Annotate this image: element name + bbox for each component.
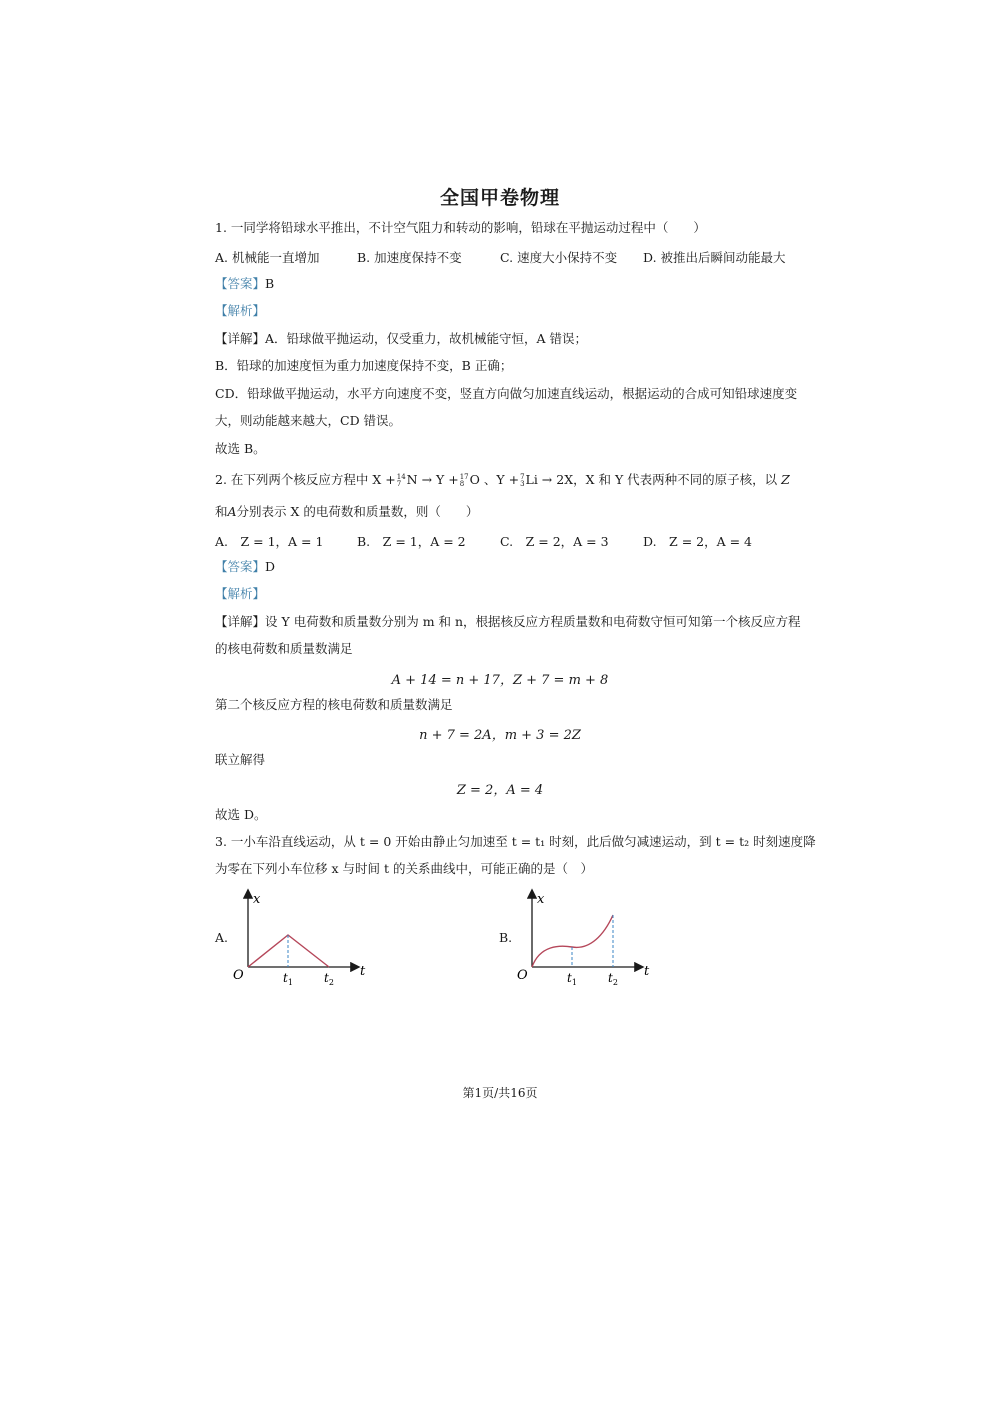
var-a: A: [227, 504, 237, 519]
graph-b-t1-label: [567, 971, 577, 985]
answer-tag: 【答案】: [215, 559, 266, 574]
graph-a-t-label: t: [360, 964, 366, 979]
o17-charge: 8: [459, 479, 465, 488]
graph-b-t2-label: [608, 971, 618, 985]
q3-stem-line-1: 3. 一小车沿直线运动，从 t = 0 开始由静止匀加速至 t = t₁ 时刻，此后做匀减速运动，到 t = t₂ 时刻速度降: [215, 834, 816, 849]
answer-value: B: [265, 276, 275, 291]
q2-stem-end: 分别表示 X 的电荷数和质量数，则（ ）: [236, 504, 479, 519]
detail-tag: 【详解】: [215, 331, 266, 346]
q2-option-d: D. Z = 2，A = 4: [643, 534, 753, 549]
t2-subscript: 2: [328, 978, 334, 985]
graph-a-x-label: x: [253, 892, 261, 907]
graph-b-x-label: x: [537, 892, 545, 907]
o17-mass: 17: [459, 472, 469, 481]
n14-nuclide-numbers: [397, 474, 406, 488]
n14-mass: 14: [396, 472, 406, 481]
q2-option-b: B. Z = 1，A = 2: [357, 534, 466, 549]
graph-a-label: A.: [215, 930, 229, 945]
page-footer: 第1页/共16页: [462, 1086, 538, 1100]
detail-text: 设 Y 电荷数和质量数分别为 m 和 n，根据核反应方程质量数和电荷数守恒可知第一个核反应方程: [265, 614, 801, 629]
page-title: 全国甲卷物理: [439, 187, 560, 209]
n-symbol: N → Y +: [406, 472, 459, 487]
n14-charge: 7: [396, 479, 402, 488]
q1-answer: [215, 276, 274, 292]
t1-symbol: t: [567, 971, 572, 985]
graph-b-origin: O: [517, 968, 528, 983]
detail-tag: 【详解】: [215, 614, 266, 629]
graph-a-t2-label: [324, 971, 334, 985]
q1-analysis-tag: 【解析】: [215, 303, 266, 318]
q1-option-d: D. 被推出后瞬间动能最大: [643, 250, 786, 265]
q1-option-b: B. 加速度保持不变: [357, 250, 462, 265]
q2-stem-line-2: [215, 504, 478, 520]
q2-detail-1: [215, 614, 801, 630]
o17-nuclide-numbers: [460, 474, 469, 488]
t1-symbol: t: [283, 971, 288, 985]
t1-subscript: 1: [571, 978, 577, 985]
li-symbol: Li → 2X，X 和 Y 代表两种不同的原子核，以: [525, 472, 778, 487]
q2-detail-3: 第二个核反应方程的核电荷数和质量数满足: [215, 697, 453, 712]
q2-stem-start: 2. 在下列两个核反应方程中 X +: [215, 472, 396, 487]
graph-b-t-label: t: [644, 964, 650, 979]
q2-stem-and: 和: [215, 504, 228, 519]
answer-value: D: [265, 559, 276, 574]
li7-mass: 7: [520, 472, 525, 481]
t2-subscript: 2: [612, 978, 618, 985]
t2-symbol: t: [324, 971, 329, 985]
graph-a: [228, 885, 378, 985]
t1-subscript: 1: [287, 978, 293, 985]
q2-analysis-tag: 【解析】: [215, 586, 266, 601]
q2-stem-line-1: [215, 472, 790, 488]
q1-option-c: C. 速度大小保持不变: [500, 250, 618, 265]
li7-nuclide-numbers: [520, 474, 524, 488]
q3-stem-line-2: 为零在下列小车位移 x 与时间 t 的关系曲线中，可能正确的是（ ）: [215, 861, 593, 876]
q1-option-a: A. 机械能一直增加: [215, 250, 320, 265]
q1-detail-3: CD．铅球做平抛运动，水平方向速度不变，竖直方向做匀加速直线运动，根据运动的合成可知铅球速度变: [215, 386, 798, 401]
q2-equation-1: A + 14 = n + 17，Z + 7 = m + 8: [391, 673, 609, 688]
q1-detail-4: 大，则动能越来越大，CD 错误。: [215, 413, 402, 428]
q2-equation-3: Z = 2，A = 4: [456, 783, 544, 798]
graph-a-origin: O: [233, 968, 244, 983]
t2-symbol: t: [608, 971, 613, 985]
q2-conclusion: 故选 D。: [215, 807, 267, 822]
q1-detail-2: B．铅球的加速度恒为重力加速度保持不变，B 正确；: [215, 358, 513, 373]
q2-option-a: A. Z = 1，A = 1: [215, 534, 324, 549]
detail-text: A．铅球做平抛运动，仅受重力，故机械能守恒，A 错误；: [265, 331, 588, 346]
q1-conclusion: 故选 B。: [215, 441, 266, 456]
graph-a-t1-label: [283, 971, 293, 985]
q1-detail-1: [215, 331, 587, 347]
q1-stem: 1. 一同学将铅球水平推出，不计空气阻力和转动的影响，铅球在平抛运动过程中（ ）: [215, 220, 706, 235]
o-symbol: O 、Y +: [469, 472, 520, 487]
q2-answer: [215, 559, 275, 575]
graph-b: [512, 885, 662, 985]
var-z: Z: [781, 472, 790, 487]
li7-charge: 3: [520, 479, 525, 488]
q2-equation-2: n + 7 = 2A，m + 3 = 2Z: [419, 728, 581, 743]
graph-b-label: B.: [499, 930, 513, 945]
q2-detail-4: 联立解得: [215, 752, 266, 767]
q2-option-c: C. Z = 2，A = 3: [500, 534, 609, 549]
answer-tag: 【答案】: [215, 276, 266, 291]
q2-detail-2: 的核电荷数和质量数满足: [215, 641, 353, 656]
